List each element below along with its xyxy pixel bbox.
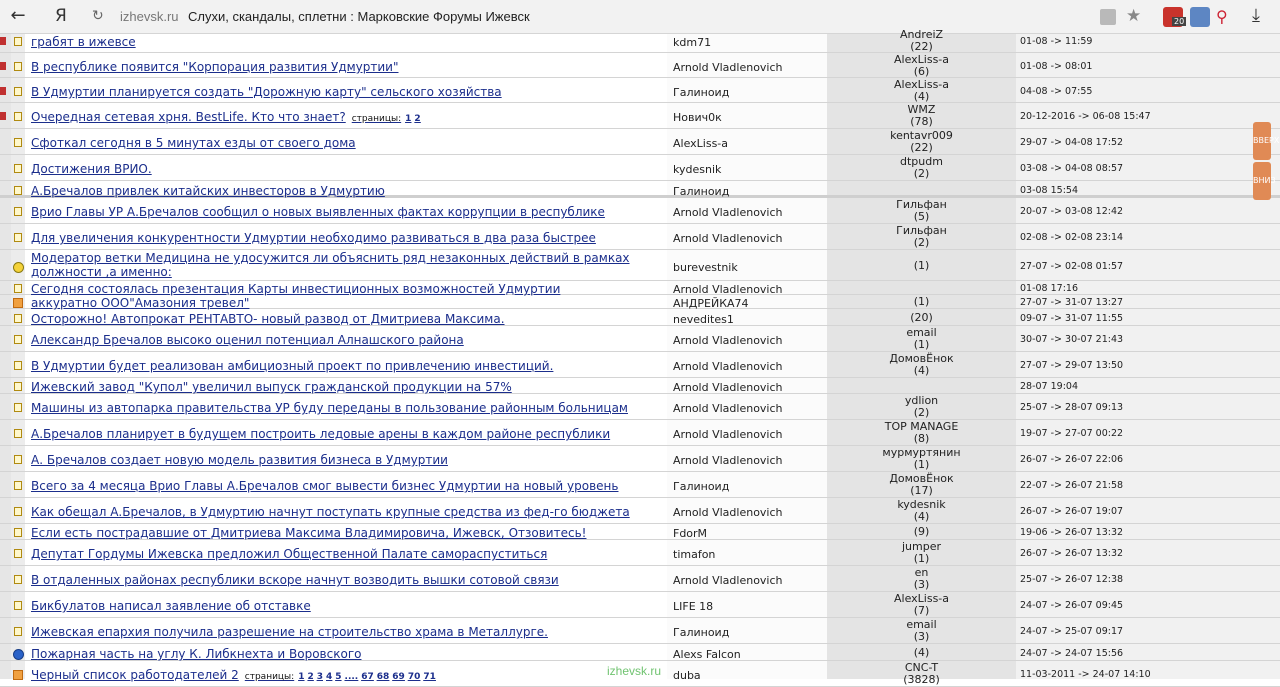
topic-date: 01-08 -> 08:01: [1020, 61, 1093, 72]
scroll-down-button[interactable]: ВНИЗ: [1253, 162, 1271, 200]
topic-title[interactable]: Депутат Гордумы Ижевска предложил Общественной Палате самораспуститься: [31, 547, 548, 561]
topic-link[interactable]: [31, 296, 665, 310]
topic-link[interactable]: [31, 401, 665, 415]
hot-topic-icon: [0, 62, 6, 70]
topic-starter: FdorM: [673, 527, 708, 540]
replies-cell: [827, 260, 1016, 272]
topic-title[interactable]: Как обещал А.Бречалов, в Удмуртию начнут поступать крупные средства из фед-го бюджета: [31, 505, 630, 519]
topic-starter: Arnold Vladlenovich: [673, 402, 783, 415]
table-row: [0, 352, 1280, 378]
reply-count: (22): [910, 141, 933, 154]
topic-link[interactable]: [31, 231, 665, 245]
pages-label-text: страницы:: [351, 114, 402, 124]
smiley-icon: [13, 262, 24, 273]
topic-date: 20-07 -> 03-08 12:42: [1020, 206, 1124, 217]
topic-title[interactable]: Модератор ветки Медицина не удосужится ли объяснить ряд незаконных действий в рамках должности ,а именно:: [31, 251, 630, 279]
reply-count: (1): [913, 552, 930, 565]
folder-icon: [14, 455, 22, 464]
topic-starter: kdm71: [673, 36, 712, 49]
topic-link[interactable]: [31, 668, 665, 684]
folder-icon: [14, 382, 22, 391]
topic-title[interactable]: Для увеличения конкурентности Удмуртии необходимо развиваться в два раза быстрее: [31, 231, 596, 245]
folder-icon: [14, 361, 22, 370]
table-row: [0, 181, 1280, 198]
last-poster: dtpudm: [900, 155, 943, 168]
replies-cell: [827, 395, 1016, 419]
hot-folder-icon: [13, 670, 23, 680]
last-poster: AlexLiss-a: [893, 592, 950, 605]
folder-icon: [14, 62, 22, 71]
topic-starter: Arnold Vladlenovich: [673, 574, 783, 587]
reply-count: (1): [913, 338, 930, 351]
topic-title[interactable]: В республике появится "Корпорация развития Удмуртии": [31, 60, 399, 74]
mail-extension-icon[interactable]: [1190, 7, 1210, 27]
table-row: [0, 198, 1280, 224]
topic-title[interactable]: грабят в ижевсе: [31, 35, 136, 49]
page-link[interactable]: 4: [326, 672, 333, 682]
last-poster: kydesnik: [897, 498, 946, 511]
last-poster: jumper: [901, 540, 941, 553]
reply-count: (4): [913, 364, 930, 377]
replies-cell: [827, 29, 1016, 53]
topic-title[interactable]: В Удмуртии планируется создать "Дорожную карту" сельского хозяйства: [31, 85, 502, 99]
table-row: [0, 394, 1280, 420]
page-link[interactable]: 1: [405, 114, 412, 124]
hot-folder-icon: [13, 298, 23, 308]
folder-icon: [14, 549, 22, 558]
topic-title[interactable]: Осторожно! Автопрокат РЕНТАВТО- новый развод от Дмитриева Максима.: [31, 312, 505, 326]
topic-link[interactable]: [31, 505, 665, 519]
topic-date: 26-07 -> 26-07 22:06: [1020, 454, 1124, 465]
page-link[interactable]: 70: [407, 672, 421, 682]
topic-date: 02-08 -> 02-08 23:14: [1020, 232, 1124, 243]
topic-date: 19-07 -> 27-07 00:22: [1020, 428, 1124, 439]
replies-cell: [827, 662, 1016, 686]
table-row: [0, 103, 1280, 129]
topic-title[interactable]: В отдаленных районах республики вскоре начнут возводить вышки сотовой связи: [31, 573, 559, 587]
info-icon: [13, 649, 24, 660]
topic-starter: Arnold Vladlenovich: [673, 232, 783, 245]
reply-count: (1): [913, 458, 930, 471]
table-row: [0, 446, 1280, 472]
topic-link[interactable]: [31, 359, 665, 373]
topic-title[interactable]: Ижевская епархия получила разрешение на строительство храма в Металлурге.: [31, 625, 548, 639]
extension-badge: 20: [1174, 17, 1185, 26]
table-row: [0, 295, 1280, 309]
page-link[interactable]: 5: [335, 672, 342, 682]
topic-link[interactable]: [31, 85, 665, 99]
topic-title[interactable]: А. Бречалов создает новую модель развития бизнеса в Удмуртии: [31, 453, 448, 467]
topic-starter: Arnold Vladlenovich: [673, 283, 783, 296]
reply-count: (2): [913, 236, 930, 249]
last-poster: en: [914, 566, 929, 579]
reply-count: (1): [913, 259, 930, 272]
topic-link[interactable]: [31, 35, 665, 49]
topic-title[interactable]: А.Бречалов планирует в будущем построить ледовые арены в каждом районе республики: [31, 427, 611, 441]
topic-date: 01-08 -> 11:59: [1020, 36, 1093, 47]
table-row: [0, 129, 1280, 155]
topic-starter: Arnold Vladlenovich: [673, 334, 783, 347]
folder-icon: [14, 233, 22, 242]
lock-icon[interactable]: [1100, 9, 1116, 25]
pages-label-text: страницы:: [244, 672, 295, 682]
topic-starter: nevedites1: [673, 313, 734, 326]
reply-count: (78): [910, 115, 933, 128]
folder-icon: [14, 164, 22, 173]
replies-cell: [827, 156, 1016, 180]
table-row: [0, 309, 1280, 326]
folder-icon: [14, 403, 22, 412]
topic-title[interactable]: Достижения ВРИО.: [31, 162, 152, 176]
topic-date: 26-07 -> 26-07 19:07: [1020, 506, 1124, 517]
topic-rows: [0, 28, 1280, 687]
topic-link[interactable]: [31, 312, 665, 326]
table-row: [0, 53, 1280, 78]
table-row: [0, 281, 1280, 295]
folder-icon: [14, 138, 22, 147]
replies-cell: [827, 225, 1016, 249]
star-icon[interactable]: ★: [1126, 6, 1142, 26]
table-row: [0, 224, 1280, 250]
table-row: [0, 326, 1280, 352]
topic-starter: burevestnik: [673, 261, 738, 274]
table-row: [0, 498, 1280, 524]
folder-icon: [14, 528, 22, 537]
last-poster: TOP MANAGE: [884, 420, 959, 433]
replies-cell: [827, 619, 1016, 643]
topic-link[interactable]: [31, 282, 665, 296]
page-link[interactable]: 2: [414, 114, 421, 124]
reply-count: (22): [910, 40, 933, 53]
table-row: [0, 420, 1280, 446]
topic-date: 19-06 -> 26-07 13:32: [1020, 527, 1124, 538]
replies-cell: [827, 327, 1016, 351]
topic-starter: Arnold Vladlenovich: [673, 506, 783, 519]
topic-title[interactable]: Всего за 4 месяца Врио Главы А.Бречалов смог вывести бизнес Удмуртии на новый уровень: [31, 479, 619, 493]
topic-link[interactable]: [31, 647, 665, 661]
table-row: [0, 28, 1280, 53]
replies-cell: [827, 526, 1016, 538]
page-link[interactable]: 71: [423, 672, 436, 682]
topic-title[interactable]: Сегодня состоялась презентация Карты инвестиционных возможностей Удмуртии: [31, 282, 561, 296]
topic-starter: Галиноид: [673, 86, 730, 99]
topic-date: 03-08 -> 04-08 08:57: [1020, 163, 1124, 174]
hot-topic-icon: [0, 37, 6, 45]
topic-starter: Arnold Vladlenovich: [673, 360, 783, 373]
topic-title[interactable]: Очередная сетевая хрня. BestLife. Кто что знает?: [31, 110, 346, 124]
table-row: [0, 524, 1280, 540]
reply-count: (5): [913, 210, 930, 223]
hot-topic-icon: [0, 112, 6, 120]
reply-count: (6): [913, 65, 930, 78]
scroll-up-button[interactable]: ВВЕРХ: [1253, 122, 1271, 160]
topic-link[interactable]: [31, 380, 665, 394]
page-link[interactable]: 3: [316, 672, 323, 682]
topic-link[interactable]: [31, 136, 665, 150]
last-poster: мурмуртянин: [882, 446, 961, 459]
topic-link[interactable]: [31, 60, 665, 74]
topic-link[interactable]: [31, 205, 665, 219]
last-poster: ДомовЁнок: [889, 472, 954, 485]
topic-date: 01-08 17:16: [1020, 283, 1079, 294]
topic-date: 24-07 -> 24-07 15:56: [1020, 648, 1124, 659]
topic-date: 26-07 -> 26-07 13:32: [1020, 548, 1124, 559]
topic-link[interactable]: [31, 333, 665, 347]
table-row: [0, 644, 1280, 661]
topic-date: 03-08 15:54: [1020, 185, 1079, 196]
reply-count: (4): [913, 90, 930, 103]
folder-icon: [14, 207, 22, 216]
topic-date: 24-07 -> 26-07 09:45: [1020, 600, 1124, 611]
reload-icon[interactable]: ↻: [92, 8, 104, 24]
topic-starter: duba: [673, 669, 701, 682]
table-row: [0, 155, 1280, 181]
folder-icon: [14, 429, 22, 438]
table-row: [0, 618, 1280, 644]
replies-cell: [827, 104, 1016, 128]
replies-cell: [827, 499, 1016, 523]
reply-count: (17): [910, 484, 933, 497]
address-domain[interactable]: izhevsk.ru: [120, 9, 179, 24]
topic-title[interactable]: Ижевский завод "Купол" увеличил выпуск гражданской продукции на 57%: [31, 380, 512, 394]
last-poster: email: [906, 618, 937, 631]
topic-date: 28-07 19:04: [1020, 381, 1079, 392]
topic-link[interactable]: [31, 453, 665, 467]
reply-count: (3): [913, 630, 930, 643]
topic-starter: Галиноид: [673, 185, 730, 198]
folder-icon: [14, 284, 22, 293]
replies-cell: [827, 473, 1016, 497]
bike-extension-icon[interactable]: ⚲: [1216, 7, 1228, 26]
folder-icon: [14, 601, 22, 610]
hot-topic-icon: [0, 87, 6, 95]
topic-date: 24-07 -> 25-07 09:17: [1020, 626, 1124, 637]
topic-title[interactable]: Александр Бречалов высоко оценил потенциал Алнашского района: [31, 333, 464, 347]
topic-starter: Arnold Vladlenovich: [673, 428, 783, 441]
reply-count: (4): [913, 510, 930, 523]
topic-link[interactable]: [31, 251, 665, 279]
folder-icon: [14, 335, 22, 344]
topic-starter: kydesnik: [673, 163, 722, 176]
last-poster: email: [906, 326, 937, 339]
replies-cell: [827, 567, 1016, 591]
replies-cell: [827, 421, 1016, 445]
folder-icon: [14, 481, 22, 490]
replies-cell: [827, 647, 1016, 659]
topic-link[interactable]: [31, 625, 665, 639]
forum-topic-list: [0, 28, 1280, 686]
topic-title[interactable]: В Удмуртии будет реализован амбициозный проект по привлечению инвестиций.: [31, 359, 554, 373]
topic-title[interactable]: Если есть пострадавшие от Дмитриева Максима Владимировича, Ижевск, Отзовитесь!: [31, 526, 587, 540]
topic-date: 20-12-2016 -> 06-08 15:47: [1020, 111, 1151, 122]
topic-starter: АНДРЕЙКА74: [673, 297, 749, 310]
folder-icon: [14, 37, 22, 46]
topic-link[interactable]: [31, 184, 665, 198]
topic-starter: Галиноид: [673, 480, 730, 493]
folder-icon: [14, 87, 22, 96]
topic-starter: timafon: [673, 548, 716, 561]
topic-link[interactable]: [31, 573, 665, 587]
page-link[interactable]: 68: [376, 672, 390, 682]
page-title[interactable]: Слухи, скандалы, сплетни : Марковские Форумы Ижевск: [188, 9, 530, 24]
replies-cell: [827, 447, 1016, 471]
reply-count: (8): [913, 432, 930, 445]
reply-count: (4): [913, 646, 930, 659]
topic-title[interactable]: Машины из автопарка правительства УР буду переданы в пользование районным больницам: [31, 401, 628, 415]
table-row: [0, 378, 1280, 394]
topic-date: 27-07 -> 31-07 13:27: [1020, 297, 1124, 308]
topic-link[interactable]: [31, 479, 665, 493]
replies-cell: [827, 199, 1016, 223]
replies-cell: [827, 79, 1016, 103]
last-poster: AndreiZ: [899, 28, 944, 41]
table-row: [0, 472, 1280, 498]
page-link[interactable]: 1: [298, 672, 305, 682]
last-poster: AlexLiss-a: [893, 53, 950, 66]
back-arrow-icon[interactable]: ←: [10, 5, 26, 26]
reply-count: (9): [913, 525, 930, 538]
page-link[interactable]: 2: [307, 672, 314, 682]
watermark: izhevsk.ru: [607, 664, 662, 678]
topic-date: 27-07 -> 02-08 01:57: [1020, 261, 1124, 272]
topic-title[interactable]: А.Бречалов привлек китайских инвесторов в Удмуртию: [31, 184, 385, 198]
last-poster: Гильфан: [896, 224, 947, 237]
page-link[interactable]: ....: [344, 672, 359, 682]
topic-starter: Arnold Vladlenovich: [673, 61, 783, 74]
topic-date: 11-03-2011 -> 24-07 14:10: [1020, 669, 1151, 680]
topic-title[interactable]: Врио Главы УР А.Бречалов сообщил о новых выявленных фактах коррупции в республике: [31, 205, 605, 219]
topic-link[interactable]: [31, 547, 665, 561]
pages-label: [352, 114, 424, 124]
reply-count: (2): [913, 167, 930, 180]
topic-link[interactable]: [31, 110, 665, 126]
page-link[interactable]: 69: [392, 672, 405, 682]
topic-link[interactable]: [31, 526, 665, 540]
replies-cell: [827, 296, 1016, 308]
last-poster: AlexLiss-a: [893, 78, 950, 91]
replies-cell: [827, 130, 1016, 154]
topic-starter: AlexLiss-a: [673, 137, 729, 150]
reply-count: (3828): [903, 673, 940, 686]
table-row: [0, 592, 1280, 618]
yandex-logo-icon[interactable]: Я: [55, 6, 67, 26]
topic-date: 22-07 -> 26-07 21:58: [1020, 480, 1124, 491]
last-poster: WMZ: [907, 103, 936, 116]
last-poster: kentavr009: [890, 129, 953, 142]
folder-icon: [14, 314, 22, 323]
topic-starter: Arnold Vladlenovich: [673, 454, 783, 467]
last-poster: CNC-T: [904, 661, 939, 674]
topic-title[interactable]: Бикбулатов написал заявление об отставке: [31, 599, 311, 613]
download-icon[interactable]: ⤓: [1252, 5, 1260, 26]
replies-cell: [827, 54, 1016, 78]
topic-title[interactable]: аккуратно ООО"Амазония тревел": [31, 296, 250, 310]
folder-icon: [14, 627, 22, 636]
topic-date: 04-08 -> 07:55: [1020, 86, 1093, 97]
topic-date: 25-07 -> 28-07 09:13: [1020, 402, 1124, 413]
reply-count: (1): [913, 295, 930, 308]
topic-starter: Нович0к: [673, 111, 722, 124]
page-link[interactable]: 67: [361, 672, 374, 682]
reply-count: (3): [913, 578, 930, 591]
reply-count: (7): [913, 604, 930, 617]
folder-icon: [14, 575, 22, 584]
replies-cell: [827, 312, 1016, 324]
topic-starter: Галиноид: [673, 626, 730, 639]
replies-cell: [827, 353, 1016, 377]
table-row: [0, 540, 1280, 566]
pages-label: [245, 672, 439, 682]
table-row: [0, 250, 1280, 281]
topic-date: 27-07 -> 29-07 13:50: [1020, 360, 1124, 371]
topic-link[interactable]: [31, 599, 665, 613]
topic-title[interactable]: Черный список работодателей 2: [31, 668, 239, 682]
folder-icon: [14, 186, 22, 195]
reply-count: (2): [913, 406, 930, 419]
topic-starter: Arnold Vladlenovich: [673, 381, 783, 394]
folder-icon: [14, 112, 22, 121]
topic-title[interactable]: Сфоткал сегодня в 5 минутах езды от своего дома: [31, 136, 356, 150]
replies-cell: [827, 541, 1016, 565]
last-poster: ydlion: [904, 394, 939, 407]
reply-count: (20): [910, 311, 933, 324]
topic-date: 09-07 -> 31-07 11:55: [1020, 313, 1124, 324]
replies-cell: [827, 593, 1016, 617]
topic-link[interactable]: [31, 162, 665, 176]
topic-date: 29-07 -> 04-08 17:52: [1020, 137, 1124, 148]
last-poster: Гильфан: [896, 198, 947, 211]
topic-date: 25-07 -> 26-07 12:38: [1020, 574, 1124, 585]
table-row: [0, 78, 1280, 103]
topic-title[interactable]: Пожарная часть на углу К. Либкнехта и Воровского: [31, 647, 362, 661]
topic-link[interactable]: [31, 427, 665, 441]
last-poster: ДомовЁнок: [889, 352, 954, 365]
topic-starter: Arnold Vladlenovich: [673, 206, 783, 219]
topic-starter: LIFE 18: [673, 600, 714, 613]
topic-date: 30-07 -> 30-07 21:43: [1020, 334, 1124, 345]
table-row: [0, 566, 1280, 592]
topic-starter: Alexs Falcon: [673, 648, 741, 661]
folder-icon: [14, 507, 22, 516]
